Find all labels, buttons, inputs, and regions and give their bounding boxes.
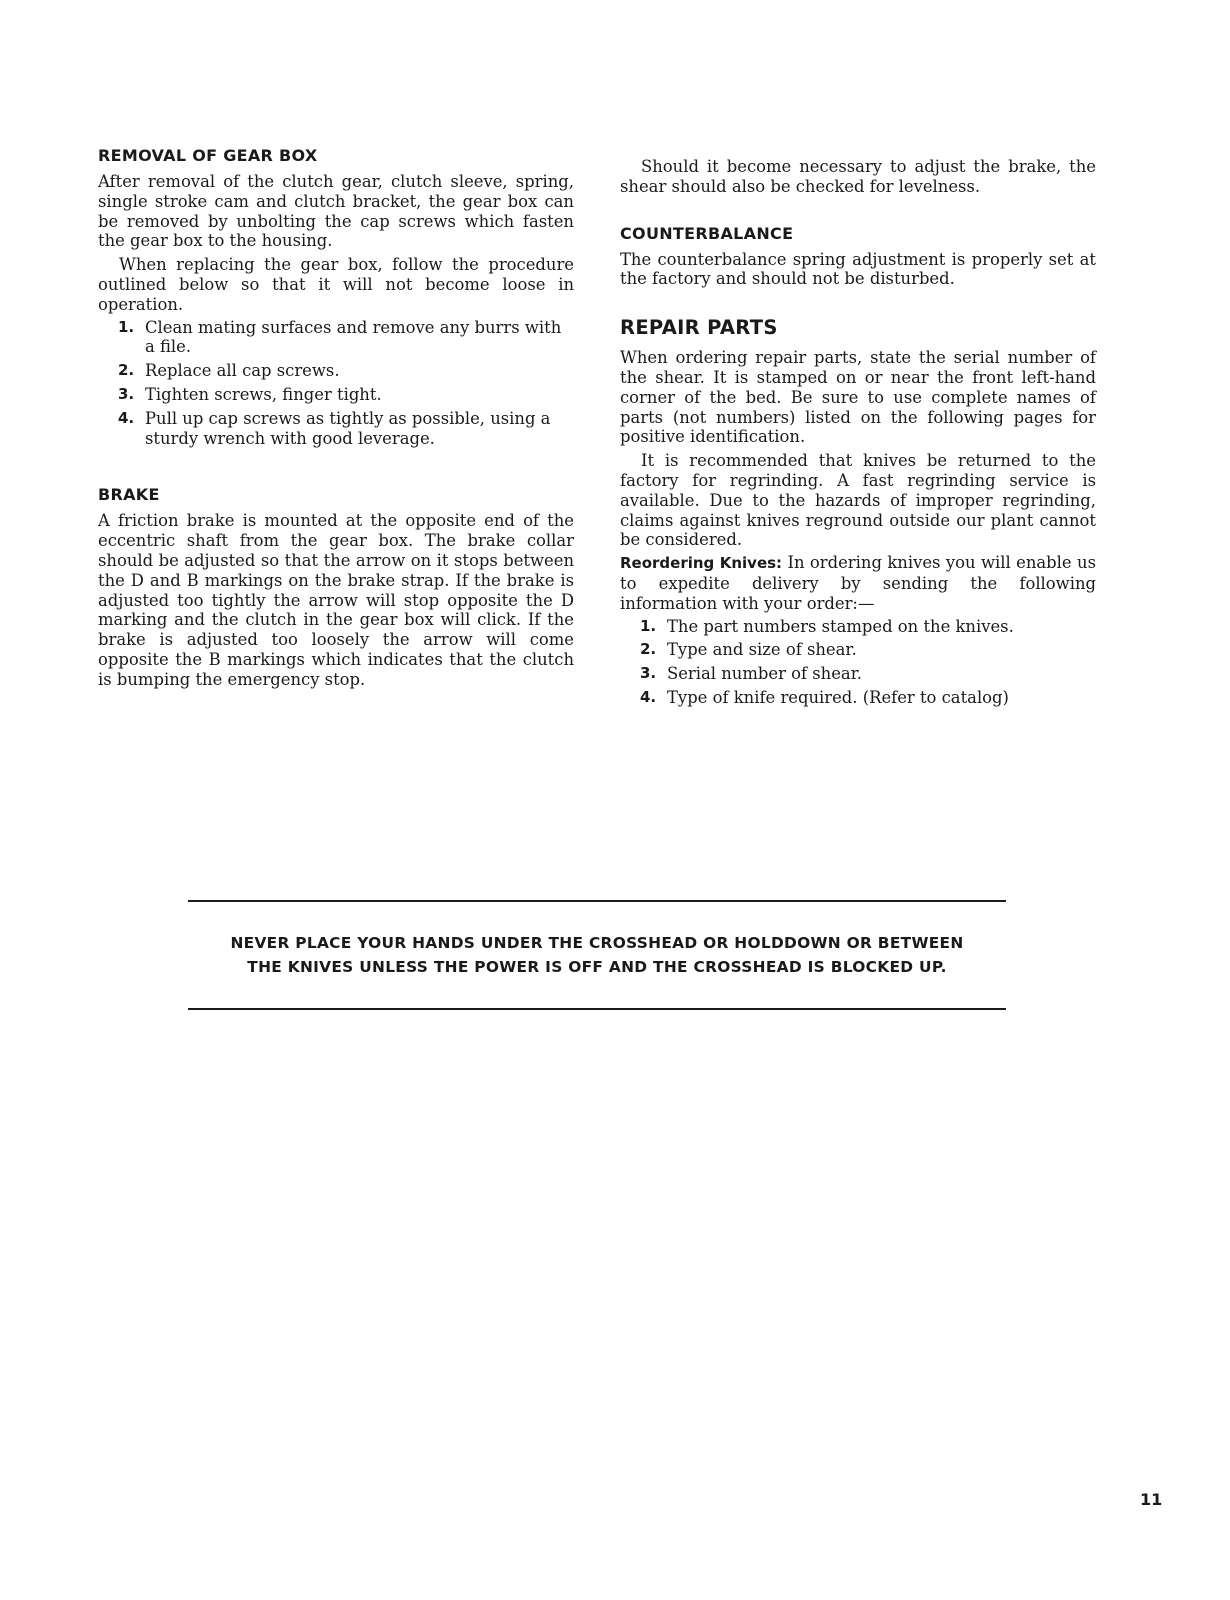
item-text: Type of knife required. (Refer to catalog) bbox=[667, 687, 1009, 707]
list-item bbox=[98, 318, 574, 358]
brake-heading: BRAKE bbox=[98, 485, 160, 505]
counterbalance-paragraph: The counterbalance spring adjustment is properly set at the factory and should not be disturbed. bbox=[620, 249, 1096, 289]
counterbalance-heading: COUNTERBALANCE bbox=[620, 223, 794, 243]
gear-box-steps bbox=[98, 318, 574, 449]
item-number: 1. bbox=[640, 616, 657, 635]
safety-warning bbox=[188, 931, 1006, 979]
page-number: 11 bbox=[1140, 1490, 1163, 1509]
step-number: 2. bbox=[118, 361, 135, 380]
item-text: The part numbers stamped on the knives. bbox=[667, 616, 1014, 636]
step-text: Pull up cap screws as tightly as possible, using a sturdy wrench with good leverage. bbox=[145, 408, 551, 448]
warning-top-rule bbox=[188, 900, 1006, 902]
step-text: Tighten screws, finger tight. bbox=[145, 384, 382, 404]
left-column bbox=[98, 146, 574, 690]
step-number: 1. bbox=[118, 317, 135, 336]
list-item bbox=[98, 361, 574, 381]
step-number: 4. bbox=[118, 408, 135, 427]
gear-box-paragraph-1: After removal of the clutch gear, clutch sleeve, spring, single stroke cam and clutch bracket, the gear box can be removed by unbolting the cap screws which fasten the gear box to the housing. bbox=[98, 172, 574, 251]
reordering-knives-paragraph bbox=[620, 553, 1096, 613]
right-column bbox=[620, 157, 1096, 712]
warning-line-2: THE KNIVES UNLESS THE POWER IS OFF AND THE CROSSHEAD IS BLOCKED UP. bbox=[247, 958, 947, 976]
item-number: 3. bbox=[640, 664, 657, 683]
repair-parts-heading: REPAIR PARTS bbox=[620, 316, 778, 340]
brake-levelness-paragraph: Should it become necessary to adjust the brake, the shear should also be checked for levelness. bbox=[620, 157, 1096, 196]
repair-parts-paragraph-2: It is recommended that knives be returned to the factory for regrinding. A fast regrinding service is available. Due to the hazards of improper regrinding, claims against knives reground outside our plant cannot be considered. bbox=[620, 451, 1096, 550]
list-item bbox=[620, 640, 1096, 660]
warning-bottom-rule bbox=[188, 1008, 1006, 1010]
step-text: Replace all cap screws. bbox=[145, 361, 340, 381]
list-item bbox=[620, 617, 1096, 637]
list-item bbox=[98, 409, 574, 449]
step-number: 3. bbox=[118, 384, 135, 403]
step-text: Clean mating surfaces and remove any burrs with a file. bbox=[145, 317, 562, 357]
list-item bbox=[620, 688, 1096, 708]
reorder-items bbox=[620, 617, 1096, 708]
item-text: Serial number of shear. bbox=[667, 664, 862, 684]
brake-paragraph: A friction brake is mounted at the opposite end of the eccentric shaft from the gear box. The brake collar should be adjusted so that the arrow on it stops between the D and B markings on the brake strap. If the brake is adjusted too tightly the arrow will stop opposite the D marking and the clutch in the gear box will click. If the brake is adjusted too loosely the arrow will come opposite the B markings which indicates that the clutch is bumping the emergency stop. bbox=[98, 511, 574, 689]
list-item bbox=[620, 664, 1096, 684]
reordering-knives-text: In ordering knives you will enable us to expedite delivery by sending the following information with your order:— bbox=[620, 553, 1096, 613]
repair-parts-paragraph-1: When ordering repair parts, state the serial number of the shear. It is stamped on or near the front left-hand corner of the bed. Be sure to use complete names of parts (not numbers) listed on the following pages for positive identification. bbox=[620, 348, 1096, 447]
reordering-knives-label: Reordering Knives: bbox=[620, 554, 783, 573]
gear-box-paragraph-2: When replacing the gear box, follow the procedure outlined below so that it will not become loose in operation. bbox=[98, 255, 574, 314]
gear-box-heading: REMOVAL OF GEAR BOX bbox=[98, 146, 318, 165]
item-number: 2. bbox=[640, 640, 657, 659]
item-text: Type and size of shear. bbox=[667, 640, 857, 660]
warning-line-1: NEVER PLACE YOUR HANDS UNDER THE CROSSHEAD OR HOLDDOWN OR BETWEEN bbox=[230, 934, 964, 952]
list-item bbox=[98, 385, 574, 405]
item-number: 4. bbox=[640, 687, 657, 706]
